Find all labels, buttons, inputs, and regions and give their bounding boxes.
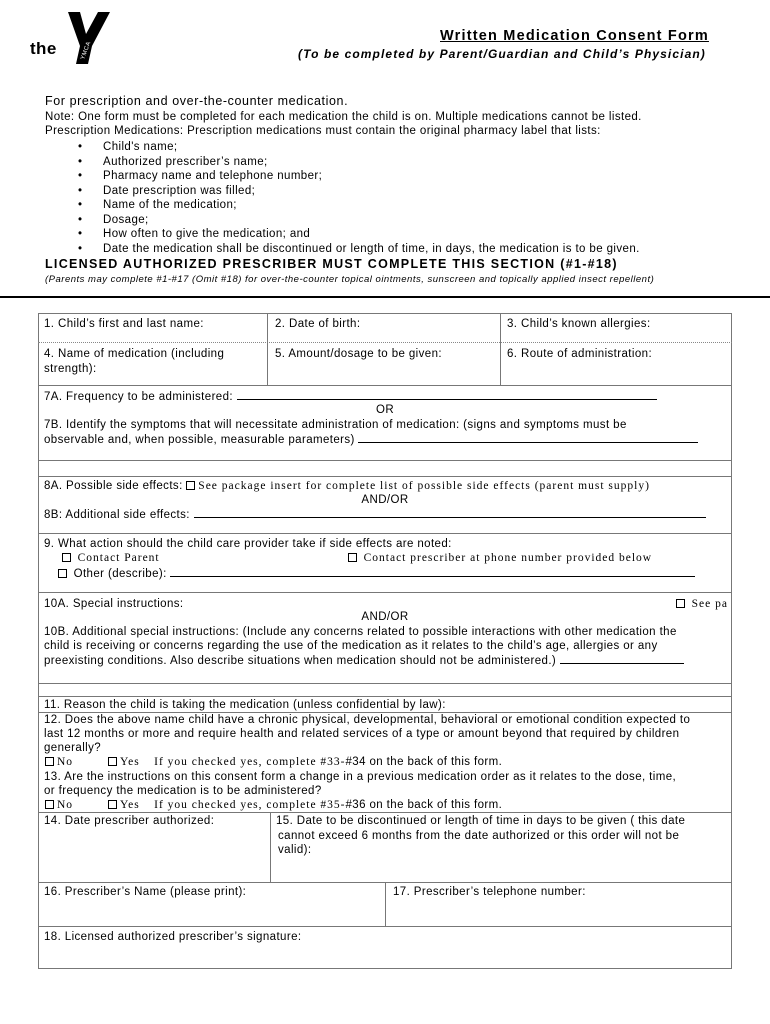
additional-side-effects-input[interactable] (194, 507, 706, 518)
divider (38, 592, 732, 593)
prescription-line: Prescription Medications: Prescription medications must contain the original pharmacy label that lists: (45, 125, 601, 137)
field-dob-label: 2. Date of birth: (275, 318, 361, 330)
logo-the-text: the (30, 39, 57, 58)
intro-note: Note: One form must be completed for each medication the child is on. Multiple medications cannot be listed. (45, 111, 642, 123)
and-or-label: AND/OR (361, 494, 409, 506)
field-frequency-label: 7A. Frequency to be administered: (44, 389, 657, 405)
field-change-label: 13. Are the instructions on this consent form a change in a previous medication order as it relates to the dose, time, (44, 771, 677, 783)
licensed-section-note: (Parents may complete #1-#17 (Omit #18) for over-the-counter topical ointments, sunscreen and topically applied insect repellent) (45, 274, 655, 285)
svg-text:YMCA: YMCA (80, 40, 93, 61)
list-item: • Date prescription was filled; (78, 184, 640, 199)
divider (267, 313, 268, 385)
chronic-yes-option: Yes If you checked yes, complete #33-#34 on the back of this form. (108, 755, 502, 770)
field-signature-label: 18. Licensed authorized prescriber’s signature: (44, 931, 302, 943)
chronic-yes-checkbox[interactable] (108, 757, 117, 766)
divider (38, 696, 732, 697)
other-describe-input[interactable] (170, 566, 695, 577)
field-discontinue-label: 15. Date to be discontinued or length of time in days to be given ( this date cannot exceed 6 months from the date authorized or this order will not be valid): (276, 815, 686, 856)
or-label: OR (375, 404, 395, 416)
divider (385, 882, 386, 926)
field-action-label: 9. What action should the child care provider take if side effects are noted: (44, 538, 452, 550)
divider (38, 533, 732, 534)
form-title: Written Medication Consent Form (440, 28, 709, 44)
field-prescriber-name-label: 16. Prescriber’s Name (please print): (44, 886, 247, 898)
frequency-input[interactable] (237, 389, 657, 400)
other-option: Other (describe): (58, 566, 695, 582)
divider (270, 812, 271, 882)
field-chronic-condition-label-3: generally? (44, 742, 102, 754)
list-item: • Date the medication shall be discontinued or length of time, in days, the medication is to be given. (78, 242, 640, 257)
field-reason-label: 11. Reason the child is taking the medication (unless confidential by law): (44, 699, 446, 711)
field-side-effects-label: 8A. Possible side effects: See package insert for complete list of possible side effects (parent must supply) (44, 480, 650, 492)
intro-heading: For prescription and over-the-counter medication. (45, 94, 349, 108)
field-additional-instructions-label: 10B. Additional special instructions: (Include any concerns related to possible interactions with other medication the (44, 626, 677, 638)
divider (0, 296, 770, 298)
label-requirements-list (78, 140, 640, 256)
additional-instructions-input[interactable] (560, 653, 684, 664)
divider (38, 342, 732, 343)
contact-parent-checkbox[interactable] (62, 553, 71, 562)
list-item: • Dosage; (78, 213, 640, 228)
field-chronic-condition-label-2: last 12 months or more and require health and related services of a type or amount beyond that required by children (44, 728, 680, 740)
allergies-field[interactable] (501, 330, 731, 341)
list-item: • Pharmacy name and telephone number; (78, 169, 640, 184)
contact-prescriber-option: Contact prescriber at phone number provided below (348, 551, 652, 566)
field-route-label: 6. Route of administration: (507, 348, 653, 360)
signature-field[interactable] (39, 944, 731, 968)
licensed-section-heading: LICENSED AUTHORIZED PRESCRIBER MUST COMPLETE THIS SECTION (#1-#18) (45, 257, 618, 271)
field-special-instructions-label: 10A. Special instructions: (44, 598, 184, 610)
divider (38, 683, 732, 684)
chronic-no-option: No (45, 755, 73, 770)
and-or-label-2: AND/OR (361, 611, 409, 623)
package-insert-option: See package insert for complete list of possible side effects (parent must supply) (198, 480, 650, 492)
change-yes-checkbox[interactable] (108, 800, 117, 809)
chronic-no-checkbox[interactable] (45, 757, 54, 766)
change-no-checkbox[interactable] (45, 800, 54, 809)
field-additional-instructions-label-2: child is receiving or concerns regarding the use of the medication as it relates to the child’s age, allergies or any (44, 640, 658, 652)
list-item: • How often to give the medication; and (78, 227, 640, 242)
field-medication-name-label: 4. Name of medication (including strength): (44, 348, 225, 375)
field-allergies-label: 3. Child’s known allergies: (507, 318, 651, 330)
field-change-label-2: or frequency the medication is to be administered? (44, 785, 322, 797)
ymca-logo (30, 8, 120, 68)
change-yes-option: Yes If you checked yes, complete #35-#36 on the back of this form. (108, 798, 502, 813)
other-checkbox[interactable] (58, 569, 67, 578)
list-item: • Child's name; (78, 140, 640, 155)
field-additional-instructions-label-3: preexisting conditions. Also describe situations when medication should not be administered.) (44, 653, 684, 669)
field-additional-side-effects-label: 8B: Additional side effects: (44, 507, 706, 523)
divider (38, 460, 732, 461)
contact-prescriber-checkbox[interactable] (348, 553, 357, 562)
divider (38, 926, 732, 927)
dob-field[interactable] (268, 330, 499, 341)
field-child-name-label: 1. Child’s first and last name: (44, 318, 204, 330)
symptoms-input[interactable] (358, 432, 698, 443)
special-instructions-see-option: See pa (676, 597, 728, 612)
field-symptoms-label: 7B. Identify the symptoms that will necessitate administration of medication: (signs and symptoms must be (44, 419, 627, 431)
see-package-checkbox[interactable] (676, 599, 685, 608)
field-dosage-label: 5. Amount/dosage to be given: (275, 348, 442, 360)
divider (500, 313, 501, 385)
list-item: • Name of the medication; (78, 198, 640, 213)
form-subtitle: (To be completed by Parent/Guardian and Child’s Physician) (298, 47, 706, 61)
package-insert-checkbox[interactable] (186, 481, 195, 490)
field-symptoms-label-2: observable and, when possible, measurable parameters) (44, 432, 698, 448)
divider (38, 476, 732, 477)
list-item: • Authorized prescriber’s name; (78, 155, 640, 170)
divider (38, 385, 732, 386)
field-chronic-condition-label: 12. Does the above name child have a chronic physical, developmental, behavioral or emotional condition expected to (44, 714, 691, 726)
field-date-authorized-label: 14. Date prescriber authorized: (44, 815, 215, 827)
child-name-field[interactable] (39, 330, 266, 341)
contact-parent-option: Contact Parent (62, 551, 160, 566)
field-prescriber-phone-label: 17. Prescriber’s telephone number: (393, 886, 586, 898)
change-no-option: No (45, 798, 73, 813)
